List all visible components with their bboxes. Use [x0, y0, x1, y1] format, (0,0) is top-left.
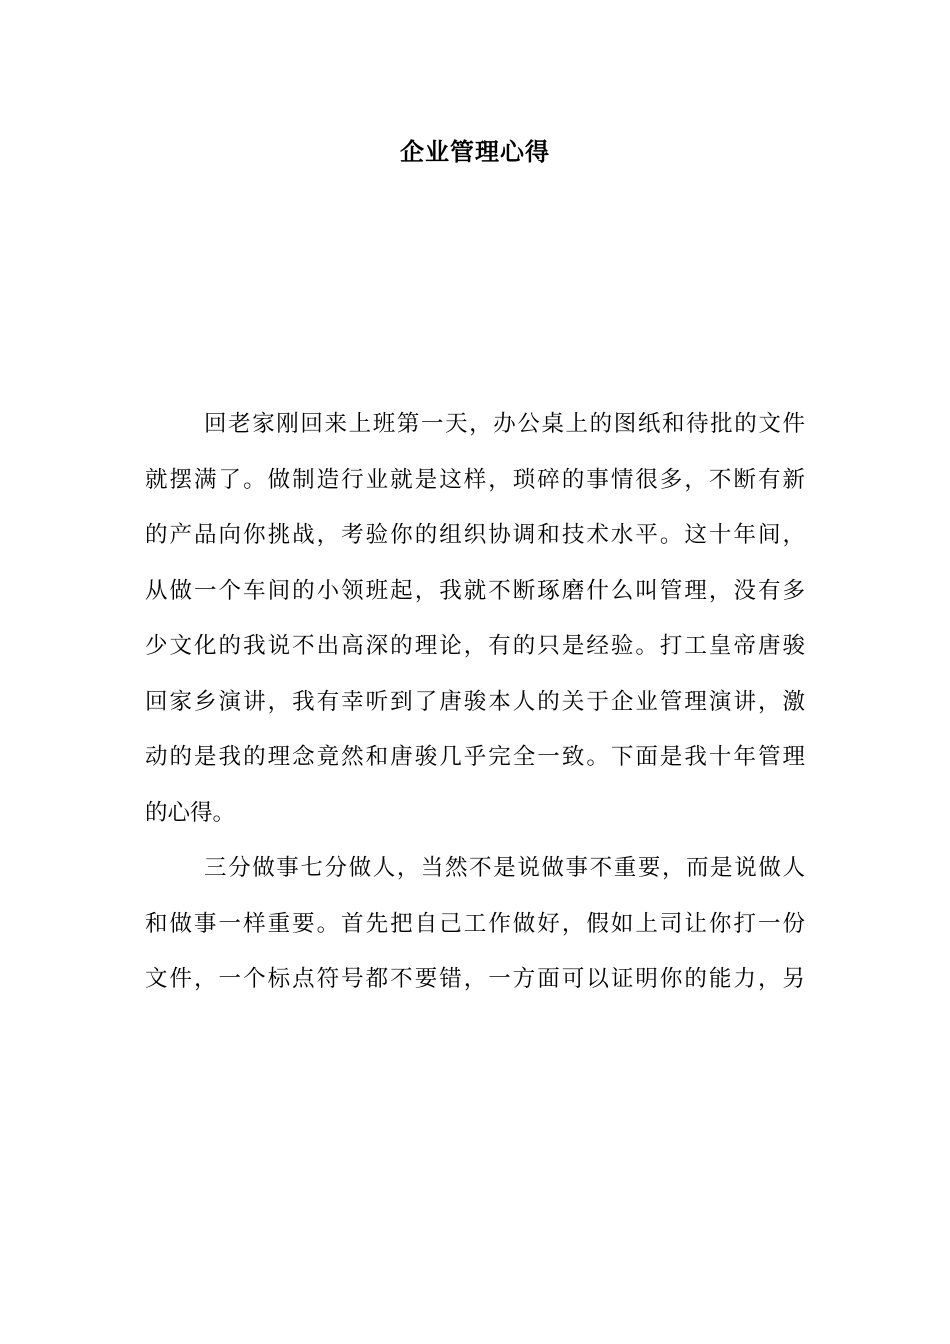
paragraph-line: 回老家刚回来上班第一天，办公桌上的图纸和待批的文件 — [204, 411, 805, 437]
paragraph-line: 回家乡演讲，我有幸听到了唐骏本人的关于企业管理演讲，激 — [145, 688, 805, 715]
paragraph-line: 的心得。 — [145, 799, 236, 826]
paragraph-line: 少文化的我说不出高深的理论，有的只是经验。打工皇帝唐骏 — [145, 633, 805, 659]
paragraph-line: 文件，一个标点符号都不要错，一方面可以证明你的能力，另 — [145, 966, 805, 992]
document-title: 企业管理心得 — [400, 137, 550, 166]
paragraph-1 — [145, 400, 805, 844]
paragraph-line: 从做一个车间的小领班起，我就不断琢磨什么叫管理，没有多 — [145, 577, 805, 604]
paragraph-2 — [145, 844, 805, 1011]
paragraph-line: 三分做事七分做人，当然不是说做事不重要，而是说做人 — [204, 855, 805, 881]
paragraph-line: 动的是我的理念竟然和唐骏几乎完全一致。下面是我十年管理 — [145, 744, 805, 770]
paragraph-line: 的产品向你挑战，考验你的组织协调和技术水平。这十年间， — [145, 522, 805, 548]
document-body — [145, 400, 805, 1011]
paragraph-line: 就摆满了。做制造行业就是这样，琐碎的事情很多，不断有新 — [145, 466, 805, 493]
paragraph-line: 和做事一样重要。首先把自己工作做好，假如上司让你打一份 — [145, 910, 805, 937]
